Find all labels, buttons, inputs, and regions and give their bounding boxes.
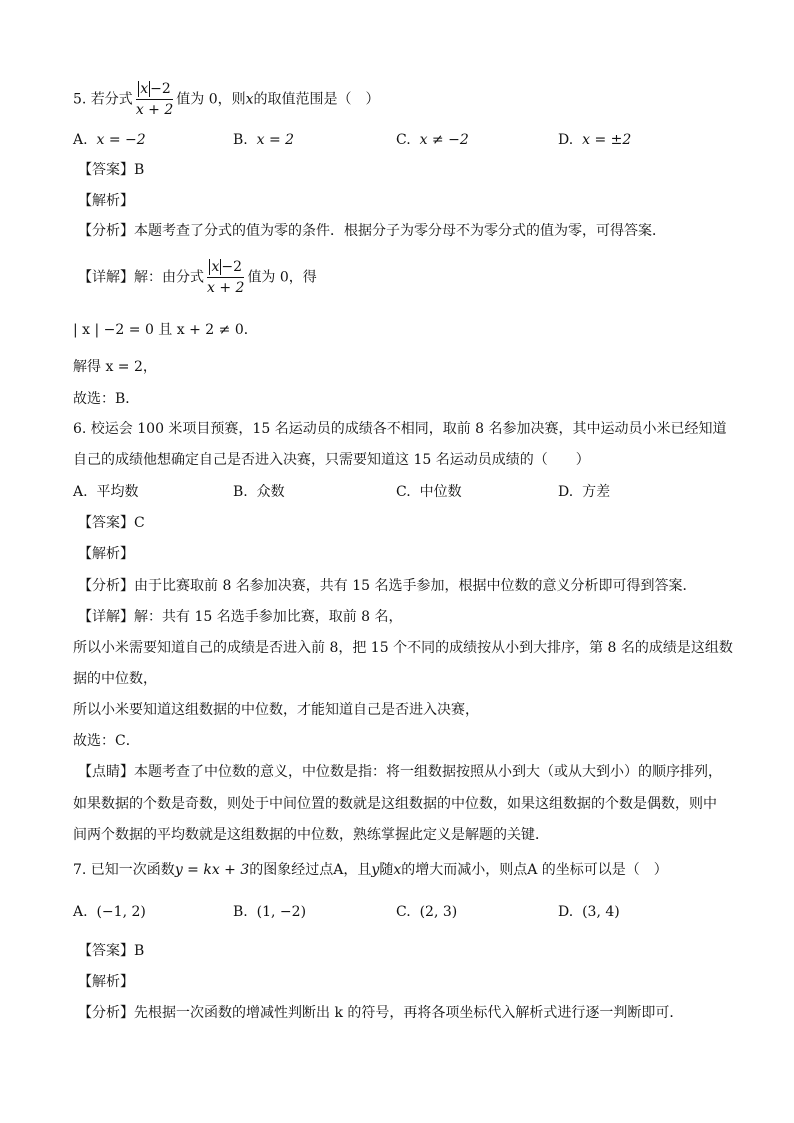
q6-option-d: D. 方差: [558, 484, 611, 500]
q5-option-a: A. x = −2: [73, 132, 146, 148]
q6-stem-line1: 6. 校运会 100 米项目预赛，15 名运动员的成绩各不相同，取前 8 名参加决赛，其中运动员小米已经知道: [73, 421, 727, 437]
q6-answer: 【答案】C: [78, 515, 145, 531]
q6-detail: 【详解】解：共有 15 名选手参加比赛，取前 8 名，: [78, 609, 403, 625]
q7-option-b: B. (1, −2): [233, 904, 307, 920]
q6-comment-line2: 如果数据的个数是奇数，则处于中间位置的数就是这组数据的中位数，如果这组数据的个数是偶数，则中: [73, 796, 717, 812]
q6-option-b: B. 众数: [233, 484, 285, 500]
q5-option-d: D. x = ±2: [558, 132, 632, 148]
q7-option-d: D. (3, 4): [558, 904, 620, 920]
q7-option-a: A. (−1, 2): [73, 904, 146, 920]
q6-line2: 据的中位数，: [73, 671, 157, 687]
q5-choose: 故选：B．: [73, 391, 140, 407]
q7-stem: 7. 已知一次函数y = kx + 3的图象经过点A，且y随x的增大而减小，则点A 的坐标可以是（ ）: [73, 862, 668, 878]
q5-jiexi: 【解析】: [78, 193, 134, 209]
q7-option-c: C. (2, 3): [396, 904, 458, 920]
q5-detail-fraction: $\frac{x -2}{x + 2}$: [207, 259, 245, 296]
q6-analysis: 【分析】由于比赛取前 8 名参加决赛，共有 15 名选手参加，根据中位数的意义分析即可得到答案．: [78, 578, 697, 594]
q6-comment-line1: 【点睛】本题考查了中位数的意义，中位数是指：将一组数据按照从小到大（或从大到小）的顺序排列，: [78, 764, 722, 780]
q6-line1: 所以小米需要知道自己的成绩是否进入前 8，把 15 个不同的成绩按从小到大排序，第 8 名的成绩是这组数: [73, 640, 733, 656]
q6-option-a: A. 平均数: [73, 484, 139, 500]
q5-solve: 解得 x = 2，: [73, 359, 157, 375]
q6-option-c: C. 中位数: [396, 484, 462, 500]
q5-stem: 5. 若分式 $\frac{x -2}{x + 2}$ 值为 0，则x的取值范围是（ ）: [73, 81, 380, 118]
q6-choose: 故选：C．: [73, 733, 140, 749]
q5-fraction: $\frac{x -2}{x + 2}$: [135, 81, 174, 118]
q6-stem-line2: 自己的成绩他想确定自己是否进入决赛，只需要知道这 15 名运动员成绩的（ ）: [73, 452, 590, 468]
q6-line3: 所以小米要知道这组数据的中位数，才能知道自己是否进入决赛，: [73, 702, 479, 718]
q5-option-c: C. x ≠ −2: [396, 132, 469, 148]
q5-condition: | x | −2 = 0 且 x + 2 ≠ 0．: [73, 322, 258, 338]
q7-jiexi: 【解析】: [78, 974, 134, 990]
q7-answer: 【答案】B: [78, 943, 145, 959]
q5-analysis: 【分析】本题考查了分式的值为零的条件．根据分子为零分母不为零分式的值为零，可得答案．: [78, 223, 666, 239]
q6-comment-line3: 间两个数据的平均数就是这组数据的中位数，熟练掌握此定义是解题的关键．: [73, 827, 549, 843]
q5-option-b: B. x = 2: [233, 132, 295, 148]
q7-analysis: 【分析】先根据一次函数的增减性判断出 k 的符号，再将各项坐标代入解析式进行逐一判断即可．: [78, 1005, 684, 1021]
q6-jiexi: 【解析】: [78, 546, 134, 562]
q5-detail: 【详解】解：由分式 $\frac{x -2}{x + 2}$ 值为 0，得: [78, 259, 317, 296]
q5-answer: 【答案】B: [78, 162, 145, 178]
